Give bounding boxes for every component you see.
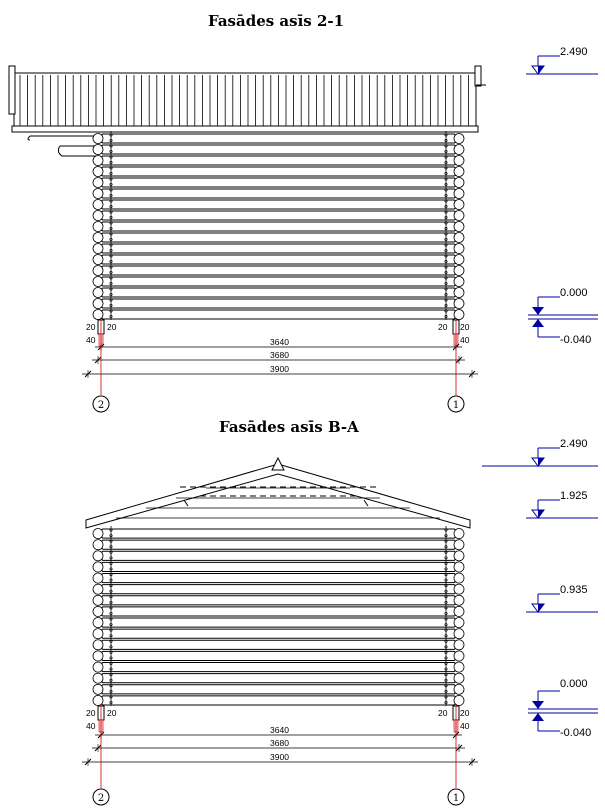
wall-2-1-log-end-left — [93, 255, 103, 265]
vba-dim-left-20b: 20 — [107, 708, 117, 718]
vba-axis-label-left: 2 — [97, 793, 105, 804]
wall-b-a-log-end-right — [454, 562, 464, 572]
level-label-0000-bot: 0.000 — [560, 678, 588, 690]
wall-2-1-log — [102, 189, 455, 198]
wall-b-a-log-end-left — [93, 573, 103, 583]
wall-2-1-log-end-right — [454, 299, 464, 309]
level-0-top-tri-up — [532, 307, 544, 315]
level-label-m0040-top: -0.040 — [560, 334, 592, 346]
vba-axis-label-right: 1 — [452, 793, 460, 804]
roof-fascia — [12, 126, 478, 132]
wall-2-1-log-end-left — [93, 233, 103, 243]
wall-2-1-log-end-left — [93, 277, 103, 287]
elevation-b-a — [82, 448, 598, 805]
roof-panel — [14, 73, 476, 128]
wall-b-a-log-end-right — [454, 606, 464, 616]
view-title-b-a: Fasādes asīs B-A — [219, 418, 359, 436]
wall-2-1-log-end-left — [93, 156, 103, 166]
wall-b-a-log — [102, 551, 455, 560]
wall-b-a-log — [102, 529, 455, 538]
wall-b-a-log — [102, 685, 455, 694]
wall-2-1-log-end-left — [93, 178, 103, 188]
wall-2-1-log-end-right — [454, 233, 464, 243]
wall-2-1-log-end-right — [454, 167, 464, 177]
wall-2-1-log-end-left — [93, 211, 103, 221]
wall-2-1-log-end-left — [93, 134, 103, 144]
wall-b-a-log-end-right — [454, 540, 464, 550]
level-label-1925: 1.925 — [560, 490, 588, 502]
gable-roof — [86, 464, 470, 528]
drawing-labels — [482, 46, 598, 739]
wall-b-a-log-end-right — [454, 618, 464, 628]
ridge-cap — [272, 458, 284, 470]
wall-2-1-log — [102, 299, 455, 308]
wall-b-a-log — [102, 562, 455, 571]
wall-b-a-log-end-right — [454, 640, 464, 650]
wall-b-a-log-end-right — [454, 684, 464, 694]
wall-2-1-log — [102, 233, 455, 242]
roof-edge-right — [475, 66, 481, 86]
wall-2-1-log — [102, 222, 455, 231]
wall-b-a-log-end-right — [454, 529, 464, 539]
wall-2-1-log-end-left — [93, 167, 103, 177]
wall-2-1-log — [102, 244, 455, 253]
wall-b-a-log — [102, 629, 455, 638]
wall-b-a-log — [102, 618, 455, 627]
wall-b-a-log-end-left — [93, 529, 103, 539]
wall-2-1-log-end-left — [93, 266, 103, 276]
wall-b-a-log — [102, 607, 455, 616]
vba-dim-text-3640: 3640 — [270, 725, 289, 735]
wall-2-1-log-end-right — [454, 277, 464, 287]
wall-b-a-log-end-right — [454, 573, 464, 583]
wall-2-1-log-end-left — [93, 200, 103, 210]
wall-2-1-log-end-right — [454, 244, 464, 254]
v21-dim-text-3900: 3900 — [270, 364, 289, 374]
vba-dim-right-40: 40 — [460, 721, 470, 731]
wall-b-a-log-end-right — [454, 695, 464, 705]
level-0-bot-tri-up — [532, 701, 544, 709]
wall-2-1-log — [102, 200, 455, 209]
view-title-2-1: Fasādes asīs 2-1 — [208, 12, 345, 30]
wall-2-1-log-end-right — [454, 145, 464, 155]
vba-dim-text-3680: 3680 — [270, 738, 289, 748]
purlin-brackets — [184, 500, 368, 506]
wall-2-1-log-end-right — [454, 156, 464, 166]
wall-2-1-log — [102, 156, 455, 165]
level-label-m0040-bot: -0.040 — [560, 727, 592, 739]
wall-b-a-log-end-right — [454, 629, 464, 639]
wall-b-a-log-end-left — [93, 629, 103, 639]
wall-2-1-log-end-left — [93, 299, 103, 309]
vba-dim-left-20a: 20 — [86, 708, 96, 718]
wall-2-1-log-end-right — [454, 288, 464, 298]
wall-b-a-log-end-left — [93, 562, 103, 572]
v21-dim-left-40: 40 — [86, 335, 96, 345]
wall-2-1-log-end-left — [93, 288, 103, 298]
wall-b-a-log-end-left — [93, 640, 103, 650]
wall-2-1-log-end-right — [454, 266, 464, 276]
wall-2-1-log — [102, 178, 455, 187]
wall-b-a-log-end-left — [93, 595, 103, 605]
level-0-bot-tri-down — [532, 713, 544, 721]
vba-dim-text-3900: 3900 — [270, 752, 289, 762]
wall-b-a-log-end-left — [93, 651, 103, 661]
wall-b-a-log — [102, 663, 455, 672]
wall-2-1-log — [102, 134, 455, 143]
level-label-2490-bot: 2.490 — [560, 438, 588, 450]
wall-2-1-log-end-right — [454, 211, 464, 221]
wall-2-1-log-end-left — [93, 145, 103, 155]
wall-b-a-log — [102, 696, 455, 705]
wall-b-a-log — [102, 651, 455, 660]
v21-dim-right-40: 40 — [460, 335, 470, 345]
vba-dim-left-40: 40 — [86, 721, 96, 731]
v21-dim-text-3680: 3680 — [270, 350, 289, 360]
wall-b-a-log-end-left — [93, 540, 103, 550]
wall-b-a-log-end-left — [93, 551, 103, 561]
wall-2-1-log-end-left — [93, 222, 103, 232]
wall-b-a-log-end-left — [93, 662, 103, 672]
wall-2-1-log-end-left — [93, 310, 103, 320]
wall-b-a-log — [102, 540, 455, 549]
level-label-2490-top: 2.490 — [560, 46, 588, 58]
wall-2-1-log-end-right — [454, 200, 464, 210]
wall-2-1-log-end-left — [93, 244, 103, 254]
v21-dim-left-20b: 20 — [107, 322, 117, 332]
wall-2-1-log — [102, 266, 455, 275]
wall-b-a-log-end-left — [93, 673, 103, 683]
wall-b-a-log-end-left — [93, 584, 103, 594]
wall-b-a-log-end-left — [93, 618, 103, 628]
level-label-0000-top: 0.000 — [560, 287, 588, 299]
wall-2-1-log — [102, 145, 455, 154]
wall-b-a-log-end-right — [454, 651, 464, 661]
wall-b-a-log — [102, 574, 455, 583]
wall-b-a-log — [102, 585, 455, 594]
v21-dim-text-3640: 3640 — [270, 337, 289, 347]
wall-b-a-log-end-right — [454, 584, 464, 594]
wall-2-1-log-end-left — [93, 189, 103, 199]
wall-b-a-log-end-left — [93, 695, 103, 705]
v21-dim-right-20b: 20 — [460, 322, 470, 332]
level-0-top-tri-down — [532, 319, 544, 327]
eave-overhang — [28, 136, 98, 156]
wall-2-1-log — [102, 288, 455, 297]
wall-b-a-log — [102, 640, 455, 649]
wall-2-1-log-end-right — [454, 255, 464, 265]
v21-dim-left-20a: 20 — [86, 322, 96, 332]
wall-2-1-log — [102, 310, 455, 319]
wall-b-a-log-end-right — [454, 662, 464, 672]
vba-dim-right-20b: 20 — [460, 708, 470, 718]
wall-2-1-log-end-right — [454, 134, 464, 144]
wall-b-a-log — [102, 674, 455, 683]
wall-2-1-log — [102, 167, 455, 176]
wall-b-a-log-end-left — [93, 606, 103, 616]
wall-b-a-log-end-right — [454, 673, 464, 683]
wall-b-a-log-end-left — [93, 684, 103, 694]
wall-2-1-log-end-right — [454, 310, 464, 320]
wall-2-1-log-end-right — [454, 222, 464, 232]
vba-dim-right-20a: 20 — [438, 708, 448, 718]
wall-b-a-log-end-right — [454, 551, 464, 561]
elevation-2-1 — [9, 56, 598, 412]
wall-b-a-log — [102, 596, 455, 605]
wall-2-1-log-end-right — [454, 178, 464, 188]
v21-axis-label-left: 2 — [97, 400, 105, 411]
wall-2-1-log — [102, 277, 455, 286]
wall-2-1-log-end-right — [454, 189, 464, 199]
wall-2-1-log — [102, 255, 455, 264]
v21-dim-right-20a: 20 — [438, 322, 448, 332]
level-label-0935: 0.935 — [560, 584, 588, 596]
v21-axis-label-right: 1 — [452, 400, 460, 411]
wall-2-1-log — [102, 211, 455, 220]
roof-edge-left — [9, 66, 15, 114]
wall-b-a-log-end-right — [454, 595, 464, 605]
